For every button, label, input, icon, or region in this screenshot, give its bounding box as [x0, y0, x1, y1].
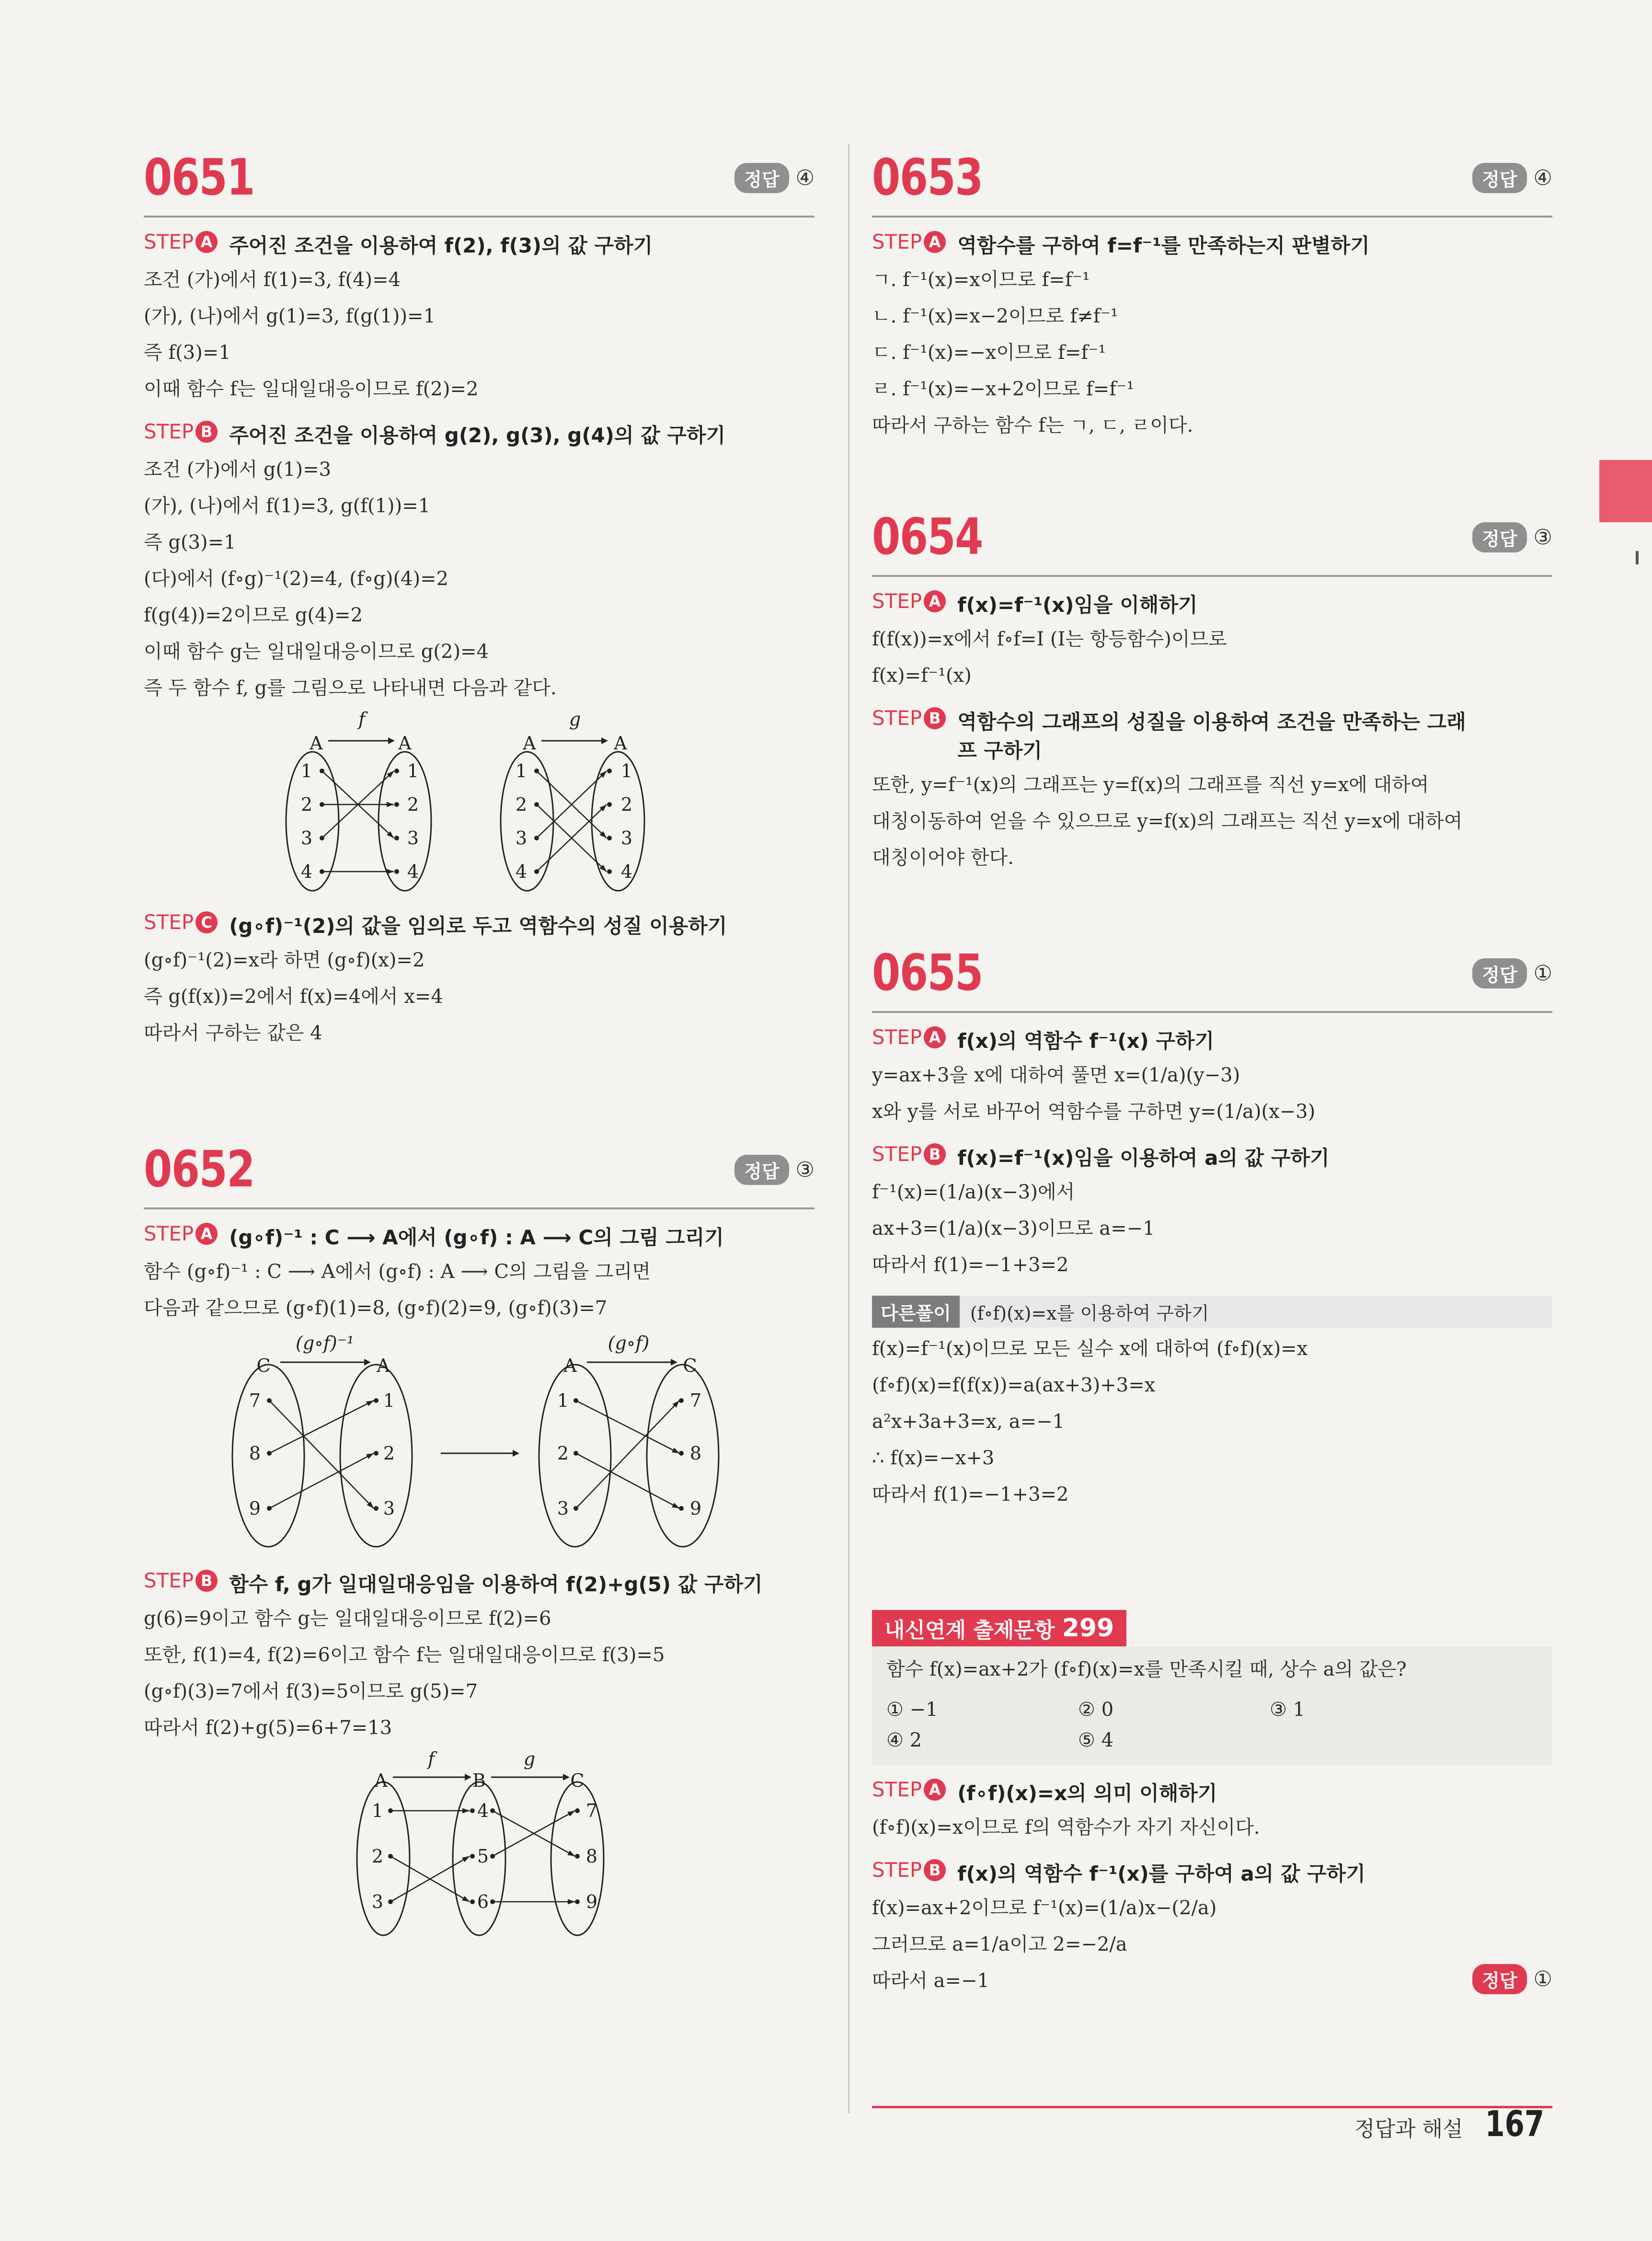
choice: ① −1 [886, 1699, 938, 1721]
solution-lines [144, 262, 815, 407]
answer-badge: 정답 [734, 1155, 789, 1185]
problem-number: 0654 [872, 507, 983, 566]
solution-line: 대칭이어야 한다. [872, 847, 1014, 869]
step-title: 역함수의 그래프의 성질을 이용하여 조건을 만족하는 그래프 구하기 [957, 710, 1466, 762]
element-label: 9 [585, 1891, 598, 1912]
mapping-arrow [576, 1401, 679, 1453]
step-a [872, 1778, 1552, 1806]
step-c [144, 910, 815, 939]
element-label: 2 [407, 794, 419, 815]
element-label: 1 [620, 760, 633, 781]
point [575, 1854, 580, 1859]
set-label: A [374, 1770, 388, 1791]
page-number: 167 [1484, 2103, 1544, 2145]
problem-number: 0655 [872, 943, 983, 1002]
arrow-head [462, 1856, 470, 1862]
arrow-head [366, 1453, 374, 1459]
solution-line: 따라서 구하는 값은 4 [144, 1022, 322, 1044]
step-label: STEP A [144, 1222, 218, 1245]
point [575, 1899, 580, 1904]
arrow-head [672, 1448, 679, 1453]
element-label: 7 [249, 1390, 261, 1411]
problem-0651 [144, 144, 815, 1051]
question-text: 함수 f(x)=ax+2가 (f∘f)(x)=x를 만족시킬 때, 상수 a의 값은? [886, 1658, 1407, 1680]
point [607, 802, 612, 807]
mapping-diagram-gf [144, 1331, 815, 1556]
mapping-arrow [269, 1401, 374, 1508]
element-label: 3 [371, 1891, 384, 1912]
solution-line: 이때 함수 f는 일대일대응이므로 f(2)=2 [144, 378, 479, 400]
step-label: STEP A [872, 230, 946, 253]
choice: ② 0 [1078, 1699, 1114, 1721]
step-label: STEP B [872, 706, 946, 730]
element-label: 1 [300, 760, 313, 781]
step-b [144, 420, 815, 448]
element-label: 5 [477, 1846, 489, 1867]
answer-value: ③ [1533, 525, 1552, 550]
answer-badge: 정답 [1472, 522, 1526, 552]
element-label: 2 [383, 1443, 395, 1464]
solution-line: f(x)=f⁻¹(x)이므로 모든 실수 x에 대하여 (f∘f)(x)=x [872, 1338, 1308, 1360]
solution-line: ∴ f(x)=−x+3 [872, 1447, 995, 1469]
step-title: 역함수를 구하여 f=f⁻¹를 만족하는지 판별하기 [957, 234, 1370, 257]
arrow-head [568, 1899, 575, 1905]
solution-lines [144, 451, 815, 706]
point [394, 869, 399, 874]
f-label: f [358, 711, 366, 730]
element-label: 3 [557, 1498, 569, 1519]
solution-line: (g∘f)(3)=7에서 f(3)=5이므로 g(5)=7 [144, 1680, 478, 1702]
element-label: 7 [585, 1800, 598, 1821]
solution-lines [144, 1253, 815, 1326]
element-label: 2 [557, 1443, 569, 1464]
choice: ④ 2 [886, 1729, 922, 1751]
solution-line: ax+3=(1/a)(x−3)이므로 a=−1 [872, 1218, 1155, 1240]
step-label: STEP A [872, 1025, 946, 1049]
solution-line: 조건 (가)에서 g(1)=3 [144, 459, 332, 481]
set-label: A [523, 733, 536, 754]
solution-line: 또한, f(1)=4, f(2)=6이고 함수 f는 일대일대응이므로 f(3)=5 [144, 1644, 665, 1666]
point [394, 769, 399, 773]
step-b [872, 1142, 1552, 1171]
element-label: 1 [371, 1800, 384, 1821]
alternative-tag: 다른풀이 [872, 1296, 960, 1328]
answer-value: ④ [795, 166, 815, 190]
alternative-title: (f∘f)(x)=x를 이용하여 구하기 [970, 1303, 1209, 1324]
problem-0652 [144, 1136, 815, 1942]
solution-line: 따라서 f(1)=−1+3=2 [872, 1254, 1069, 1276]
solution-line: ㄷ. f⁻¹(x)=−x이므로 f=f⁻¹ [872, 342, 1106, 364]
solution-line: f(f(x))=x에서 f∘f=I (I는 항등함수)이므로 [872, 628, 1227, 650]
answer-box [1472, 522, 1552, 552]
solution-line: ㄱ. f⁻¹(x)=x이므로 f=f⁻¹ [872, 269, 1090, 291]
mapping-arrow [269, 1401, 374, 1453]
point [607, 836, 612, 840]
solution-line: (g∘f)⁻¹(2)=x라 하면 (g∘f)(x)=2 [144, 949, 425, 971]
step-label: STEP B [872, 1142, 946, 1166]
solution-line: 이때 함수 g는 일대일대응이므로 g(2)=4 [144, 641, 489, 663]
point [374, 1398, 379, 1403]
solution-lines [144, 1600, 815, 1746]
point [679, 1506, 684, 1511]
step-title: f(x)의 역함수 f⁻¹(x)를 구하여 a의 값 구하기 [957, 1862, 1365, 1885]
solution-lines [872, 1331, 1552, 1513]
answer-box [1472, 163, 1552, 193]
problem-header [872, 144, 1552, 218]
point [679, 1451, 684, 1456]
solution-line: a²x+3a+3=x, a=−1 [872, 1411, 1065, 1433]
set-label: C [570, 1770, 585, 1791]
side-tab [1599, 460, 1652, 522]
mapping-arrow [269, 1453, 374, 1508]
solution-line: (f∘f)(x)=x이므로 f의 역함수가 자기 자신이다. [872, 1816, 1260, 1839]
solution-line: 즉 g(3)=1 [144, 531, 236, 553]
element-label: 4 [515, 861, 528, 882]
solution-line: x와 y를 서로 바꾸어 역함수를 구하면 y=(1/a)(x−3) [872, 1101, 1316, 1123]
solution-lines [872, 1174, 1552, 1283]
step-a [872, 1025, 1552, 1054]
element-label: 8 [689, 1443, 702, 1464]
footer-label: 정답과 해설 [1354, 2117, 1463, 2141]
problem-number: 0651 [144, 148, 254, 207]
alternative-solution-header [872, 1296, 1552, 1328]
point [374, 1506, 379, 1511]
g-label: g [569, 711, 581, 730]
step-title: f(x)=f⁻¹(x)임을 이용하여 a의 값 구하기 [957, 1146, 1330, 1170]
mapping-arrow [576, 1453, 679, 1508]
solution-lines [144, 942, 815, 1051]
solution-line: g(6)=9이고 함수 g는 일대일대응이므로 f(2)=6 [144, 1608, 551, 1630]
set-label: B [472, 1770, 486, 1791]
step-title: (g∘f)⁻¹ : C ⟶ A에서 (g∘f) : A ⟶ C의 그림 그리기 [229, 1226, 724, 1249]
element-label: 2 [371, 1846, 384, 1867]
element-label: 8 [585, 1846, 598, 1867]
solution-line: 즉 g(f(x))=2에서 f(x)=4에서 x=4 [144, 986, 443, 1008]
point [575, 1808, 580, 1813]
solution-line: f⁻¹(x)=(1/a)(x−3)에서 [872, 1181, 1075, 1203]
solution-lines [872, 621, 1552, 694]
point [679, 1398, 684, 1403]
answer-box [1472, 958, 1552, 988]
element-label: 1 [407, 760, 419, 781]
element-label: 2 [620, 794, 633, 815]
element-label: 3 [515, 827, 528, 849]
step-b [872, 706, 1552, 764]
inverse-label: (g∘f)⁻¹ [296, 1333, 354, 1354]
point [394, 802, 399, 807]
solution-line: f(g(4))=2이므로 g(4)=2 [144, 604, 363, 626]
composite-label: (g∘f) [608, 1333, 650, 1354]
element-label: 1 [557, 1390, 569, 1411]
solution-line: 따라서 구하는 함수 f는 ㄱ, ㄷ, ㄹ이다. [872, 414, 1193, 437]
step-label: STEP B [144, 420, 218, 443]
arrow-head [387, 869, 394, 874]
set-label: A [310, 733, 323, 754]
arrow-head [567, 1811, 575, 1816]
step-label: STEP A [872, 589, 946, 613]
answer-badge: 정답 [734, 163, 789, 193]
solution-line: 따라서 f(2)+g(5)=6+7=13 [144, 1717, 392, 1739]
step-a [144, 230, 815, 259]
step-b [144, 1569, 815, 1597]
arrow-head [672, 1503, 679, 1508]
element-label: 1 [515, 760, 528, 781]
choice: ③ 1 [1270, 1699, 1306, 1721]
set-label: A [398, 733, 412, 754]
element-label: 4 [477, 1800, 489, 1821]
problem-header [144, 144, 815, 218]
answer-badge: 정답 [1472, 1964, 1526, 1994]
element-label: 6 [477, 1891, 489, 1912]
set-label: A [563, 1355, 577, 1376]
solution-line: 즉 f(3)=1 [144, 342, 231, 364]
f-label: f [427, 1751, 435, 1770]
element-label: 2 [300, 794, 313, 815]
point [607, 869, 612, 874]
element-label: 3 [620, 827, 633, 849]
answer-badge: 정답 [1472, 163, 1526, 193]
choices [886, 1694, 1538, 1756]
point [394, 836, 399, 840]
solution-line: (f∘f)(x)=f(f(x))=a(ax+3)+3=x [872, 1374, 1156, 1396]
arrow-head [462, 1808, 470, 1814]
step-label: STEP A [144, 230, 218, 253]
element-label: 1 [383, 1390, 395, 1411]
answer-box [734, 163, 815, 193]
step-title: f(x)=f⁻¹(x)임을 이해하기 [957, 593, 1198, 617]
step-title: (g∘f)⁻¹(2)의 값을 임의로 두고 역함수의 성질 이용하기 [229, 914, 727, 938]
related-problem-tag: 내신연계 출제문항 299 [872, 1610, 1126, 1646]
solution-lines [872, 767, 1552, 876]
related-problem-box [872, 1646, 1552, 1765]
set-label: A [377, 1355, 390, 1376]
step-title: f(x)의 역함수 f⁻¹(x) 구하기 [957, 1029, 1215, 1053]
related-problem-header [872, 1610, 1552, 1646]
point [374, 1451, 379, 1456]
step-label: STEP B [872, 1858, 946, 1882]
set-label: C [256, 1355, 271, 1376]
problem-0654 [872, 503, 1552, 876]
element-label: 8 [249, 1443, 261, 1464]
solution-line: 그러므로 a=1/a이고 2=−2/a [872, 1933, 1127, 1955]
solution-lines [872, 1057, 1552, 1130]
answer-value: ① [1533, 1967, 1552, 1991]
element-label: 2 [515, 794, 528, 815]
step-label: STEP B [144, 1569, 218, 1592]
solution-line: ㄴ. f⁻¹(x)=x−2이므로 f≠f⁻¹ [872, 305, 1118, 327]
step-a [872, 589, 1552, 618]
step-a [872, 230, 1552, 259]
element-label: 3 [300, 827, 313, 849]
solution-line: 또한, y=f⁻¹(x)의 그래프는 y=f(x)의 그래프를 직선 y=x에 대하여 [872, 774, 1429, 796]
answer-badge: 정답 [1472, 958, 1526, 988]
solution-line: 대칭이동하여 얻을 수 있으므로 y=f(x)의 그래프는 직선 y=x에 대하여 [872, 810, 1463, 832]
solution-line: ㄹ. f⁻¹(x)=−x+2이므로 f=f⁻¹ [872, 378, 1135, 400]
step-b [872, 1858, 1552, 1887]
mapping-diagram-abc [144, 1751, 815, 1942]
step-a [144, 1222, 815, 1251]
column-divider [848, 144, 849, 2113]
step-label: STEP A [872, 1778, 946, 1801]
step-title: 함수 f, g가 일대일대응임을 이용하여 f(2)+g(5) 값 구하기 [229, 1573, 763, 1596]
step-label: STEP C [144, 910, 218, 934]
set-label: A [614, 733, 627, 754]
page-footer [1354, 2103, 1551, 2145]
point [470, 1899, 475, 1904]
element-label: 9 [689, 1498, 702, 1519]
solution-lines [872, 262, 1552, 444]
arrow-head [366, 1401, 374, 1406]
problem-0655 [872, 939, 1552, 1513]
step-title: (f∘f)(x)=x의 의미 이해하기 [957, 1781, 1217, 1805]
solution-line: (가), (나)에서 f(1)=3, g(f(1))=1 [144, 495, 431, 517]
answer-box [734, 1155, 815, 1185]
set-label: C [683, 1355, 697, 1376]
arrow-head [567, 1850, 575, 1856]
g-label: g [523, 1751, 536, 1770]
answer-box [1472, 1964, 1552, 1994]
step-title: 주어진 조건을 이용하여 f(2), f(3)의 값 구하기 [229, 234, 653, 257]
mapping-arrow [576, 1401, 679, 1508]
solution-line: (다)에서 (f∘g)⁻¹(2)=4, (f∘g)(4)=2 [144, 568, 449, 590]
arrow-head [462, 1896, 470, 1902]
element-label: 3 [407, 827, 419, 849]
problem-header [872, 939, 1552, 1013]
element-label: 9 [249, 1498, 261, 1519]
side-tab-mark [1636, 551, 1639, 564]
solution-line: 함수 (g∘f)⁻¹ : C ⟶ A에서 (g∘f) : A ⟶ C의 그림을 그리면 [144, 1261, 651, 1283]
solution-line: 따라서 a=−1 [872, 1970, 989, 1992]
problem-0653 [872, 144, 1552, 444]
element-label: 7 [689, 1390, 702, 1411]
solution-line: 따라서 f(1)=−1+3=2 [872, 1483, 1069, 1505]
element-label: 4 [300, 861, 313, 882]
solution-lines [872, 1809, 1552, 1846]
solution-line: f(x)=f⁻¹(x) [872, 665, 972, 687]
answer-value: ④ [1533, 166, 1552, 190]
point [470, 1854, 475, 1859]
arrow-head [387, 802, 394, 807]
mapping-diagram-f-g [144, 711, 815, 898]
choice: ⑤ 4 [1078, 1729, 1114, 1751]
problem-number: 0652 [144, 1140, 254, 1198]
problem-number: 0653 [872, 148, 983, 207]
answer-value: ① [1533, 961, 1552, 986]
problem-header [872, 503, 1552, 577]
solution-line: y=ax+3을 x에 대하여 풀면 x=(1/a)(y−3) [872, 1064, 1240, 1086]
element-label: 4 [407, 861, 419, 882]
solution-line: 조건 (가)에서 f(1)=3, f(4)=4 [144, 269, 401, 291]
solution-line: (가), (나)에서 g(1)=3, f(g(1))=1 [144, 305, 436, 327]
related-problem-299 [872, 1610, 1552, 1999]
answer-value: ③ [795, 1158, 815, 1182]
element-label: 3 [383, 1498, 395, 1519]
solution-line: f(x)=ax+2이므로 f⁻¹(x)=(1/a)x−(2/a) [872, 1897, 1217, 1919]
solution-line: 즉 두 함수 f, g를 그림으로 나타내면 다음과 같다. [144, 677, 557, 699]
step-title: 주어진 조건을 이용하여 g(2), g(3), g(4)의 값 구하기 [229, 424, 726, 447]
element-label: 4 [620, 861, 633, 882]
solution-line: 다음과 같으므로 (g∘f)(1)=8, (g∘f)(2)=9, (g∘f)(3)=7 [144, 1297, 608, 1319]
point [470, 1808, 475, 1813]
solution-lines [872, 1890, 1552, 1999]
problem-header [144, 1136, 815, 1209]
point [607, 769, 612, 773]
